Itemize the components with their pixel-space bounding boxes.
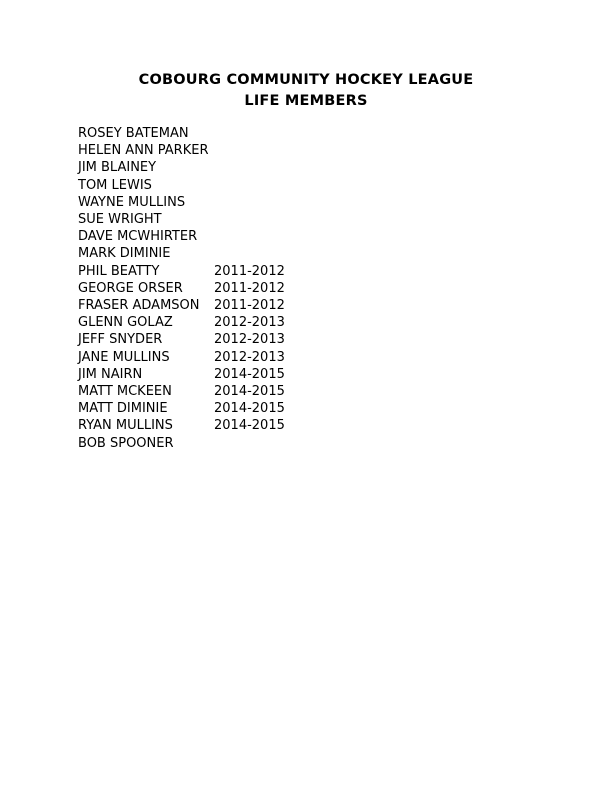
member-years: 2011-2012: [214, 280, 285, 296]
member-name: BOB SPOONER: [78, 435, 174, 451]
member-row: [78, 314, 538, 331]
member-name: GEORGE ORSER: [78, 280, 183, 296]
member-name: RYAN MULLINS: [78, 418, 173, 434]
member-years: 2014-2015: [214, 366, 285, 382]
member-years: 2011-2012: [214, 263, 285, 279]
member-name: DAVE MCWHIRTER: [78, 229, 198, 245]
member-name: WAYNE MULLINS: [78, 194, 186, 210]
member-name: MARK DIMINIE: [78, 246, 171, 262]
member-name: PHIL BEATTY: [78, 263, 160, 279]
member-row: [78, 383, 538, 400]
life-members-list: [78, 125, 538, 452]
member-years: 2014-2015: [214, 384, 285, 400]
member-row: [78, 177, 538, 194]
member-row: [78, 435, 538, 452]
member-years: 2011-2012: [214, 298, 285, 314]
member-row: [78, 142, 538, 159]
member-name: MATT MCKEEN: [78, 384, 172, 400]
member-row: [78, 263, 538, 280]
member-name: SUE WRIGHT: [78, 212, 162, 228]
member-name: ROSEY BATEMAN: [78, 126, 189, 141]
member-name: HELEN ANN PARKER: [78, 143, 209, 159]
member-years: 2012-2013: [214, 332, 285, 348]
member-row: [78, 280, 538, 297]
member-row: [78, 211, 538, 228]
member-row: [78, 245, 538, 262]
member-row: [78, 125, 538, 142]
member-years: 2014-2015: [214, 418, 285, 434]
member-name: JANE MULLINS: [78, 349, 170, 365]
member-name: TOM LEWIS: [78, 177, 152, 193]
member-row: [78, 331, 538, 348]
member-name: MATT DIMINIE: [78, 401, 168, 417]
member-row: [78, 228, 538, 245]
member-name: GLENN GOLAZ: [78, 315, 173, 331]
title-line-2: LIFE MEMBERS: [244, 93, 368, 109]
member-name: JEFF SNYDER: [78, 332, 163, 348]
title-line-1: COBOURG COMMUNITY HOCKEY LEAGUE: [138, 72, 474, 88]
member-name: FRASER ADAMSON: [78, 298, 200, 314]
member-years: 2012-2013: [214, 315, 285, 331]
member-row: [78, 159, 538, 176]
member-row: [78, 194, 538, 211]
member-row: [78, 417, 538, 434]
member-name: JIM BLAINEY: [78, 160, 157, 176]
member-row: [78, 349, 538, 366]
member-row: [78, 366, 538, 383]
member-years: 2014-2015: [214, 401, 285, 417]
member-name: JIM NAIRN: [78, 366, 143, 382]
member-row: [78, 400, 538, 417]
member-row: [78, 297, 538, 314]
document-title: [0, 70, 612, 112]
member-years: 2012-2013: [214, 349, 285, 365]
